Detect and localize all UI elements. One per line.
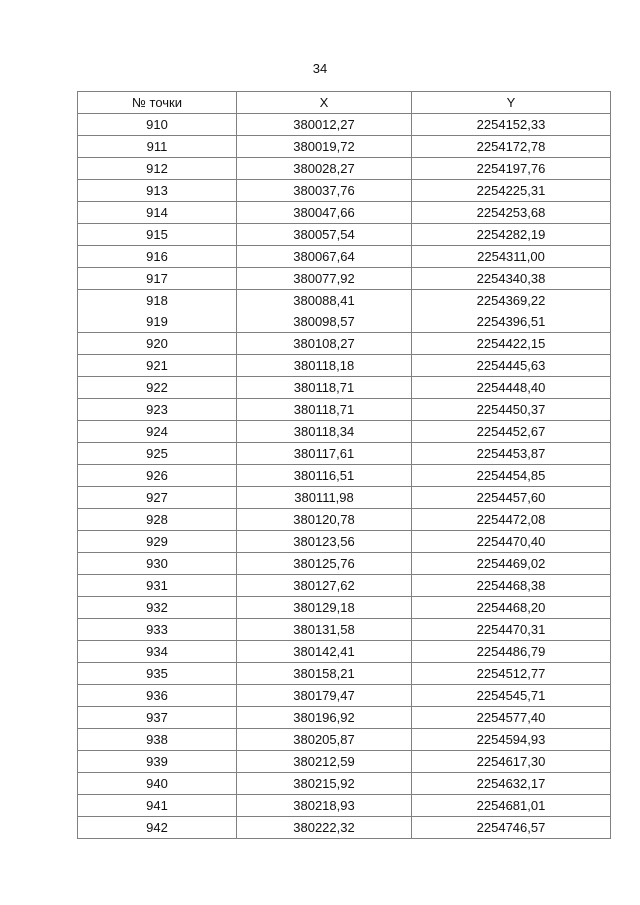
- cell-y: 2254468,20: [412, 597, 611, 619]
- coordinates-table: [77, 91, 611, 839]
- table-row: [78, 729, 611, 751]
- cell-point-number: 914: [78, 202, 237, 224]
- table-row: [78, 531, 611, 553]
- cell-x: 380212,59: [237, 751, 412, 773]
- cell-y: 2254172,78: [412, 136, 611, 158]
- cell-y: 2254577,40: [412, 707, 611, 729]
- cell-point-number: 910: [78, 114, 237, 136]
- table-row: [78, 553, 611, 575]
- table-body: [78, 114, 611, 839]
- cell-y: 2254470,31: [412, 619, 611, 641]
- cell-x: 380118,71: [237, 399, 412, 421]
- cell-x: 380125,76: [237, 553, 412, 575]
- cell-point-number: 929: [78, 531, 237, 553]
- cell-y: 2254282,19: [412, 224, 611, 246]
- cell-y: 2254225,31: [412, 180, 611, 202]
- cell-y: 2254746,57: [412, 817, 611, 839]
- table-row: [78, 641, 611, 663]
- cell-y: 2254617,30: [412, 751, 611, 773]
- cell-y: 2254632,17: [412, 773, 611, 795]
- cell-point-number: 936: [78, 685, 237, 707]
- cell-point-number: 939: [78, 751, 237, 773]
- table-row: [78, 751, 611, 773]
- cell-x: 380077,92: [237, 268, 412, 290]
- cell-y: 2254340,38: [412, 268, 611, 290]
- table-row: [78, 355, 611, 377]
- cell-x: 380218,93: [237, 795, 412, 817]
- table-row: [78, 509, 611, 531]
- cell-x: 380158,21: [237, 663, 412, 685]
- table-row: [78, 268, 611, 290]
- table-row: [78, 377, 611, 399]
- column-header-x: X: [237, 92, 412, 114]
- cell-y: 2254152,33: [412, 114, 611, 136]
- cell-y: 2254445,63: [412, 355, 611, 377]
- cell-point-number: 930: [78, 553, 237, 575]
- cell-point-number: 912: [78, 158, 237, 180]
- cell-y: 2254197,76: [412, 158, 611, 180]
- table-row: [78, 619, 611, 641]
- cell-point-number: 934: [78, 641, 237, 663]
- cell-y: 2254253,68: [412, 202, 611, 224]
- cell-x: 380037,76: [237, 180, 412, 202]
- cell-x: 380028,27: [237, 158, 412, 180]
- cell-x: 380047,66: [237, 202, 412, 224]
- cell-point-number: 941: [78, 795, 237, 817]
- table-row: [78, 333, 611, 355]
- cell-x: 380118,18: [237, 355, 412, 377]
- cell-x: 380067,64: [237, 246, 412, 268]
- cell-point-number: 913: [78, 180, 237, 202]
- cell-point-number: 925: [78, 443, 237, 465]
- cell-y: 2254450,37: [412, 399, 611, 421]
- cell-y: 2254468,38: [412, 575, 611, 597]
- cell-y: 2254594,93: [412, 729, 611, 751]
- page-number: 34: [312, 61, 328, 76]
- cell-x: 380179,47: [237, 685, 412, 707]
- cell-x: 380111,98: [237, 487, 412, 509]
- cell-x: 380118,71: [237, 377, 412, 399]
- cell-x: 380127,62: [237, 575, 412, 597]
- cell-point-number: 932: [78, 597, 237, 619]
- table-row: [78, 773, 611, 795]
- cell-x: 380108,27: [237, 333, 412, 355]
- cell-point-number: 931: [78, 575, 237, 597]
- cell-point-number: 933: [78, 619, 237, 641]
- table-row: [78, 202, 611, 224]
- cell-x: 380131,58: [237, 619, 412, 641]
- cell-y: 2254396,51: [412, 311, 611, 333]
- cell-y: 2254545,71: [412, 685, 611, 707]
- cell-x: 380117,61: [237, 443, 412, 465]
- cell-x: 380196,92: [237, 707, 412, 729]
- cell-y: 2254422,15: [412, 333, 611, 355]
- cell-x: 380057,54: [237, 224, 412, 246]
- table-row: [78, 465, 611, 487]
- cell-point-number: 928: [78, 509, 237, 531]
- cell-y: 2254457,60: [412, 487, 611, 509]
- cell-point-number: 911: [78, 136, 237, 158]
- cell-x: 380222,32: [237, 817, 412, 839]
- cell-y: 2254512,77: [412, 663, 611, 685]
- cell-x: 380215,92: [237, 773, 412, 795]
- cell-x: 380098,57: [237, 311, 412, 333]
- cell-x: 380205,87: [237, 729, 412, 751]
- cell-point-number: 937: [78, 707, 237, 729]
- cell-y: 2254454,85: [412, 465, 611, 487]
- cell-x: 380142,41: [237, 641, 412, 663]
- table-header: [78, 92, 611, 114]
- table-row: [78, 290, 611, 312]
- cell-y: 2254448,40: [412, 377, 611, 399]
- cell-point-number: 935: [78, 663, 237, 685]
- cell-point-number: 940: [78, 773, 237, 795]
- cell-point-number: 916: [78, 246, 237, 268]
- table-row: [78, 224, 611, 246]
- table-row: [78, 158, 611, 180]
- cell-point-number: 917: [78, 268, 237, 290]
- cell-y: 2254452,67: [412, 421, 611, 443]
- cell-point-number: 920: [78, 333, 237, 355]
- cell-point-number: 926: [78, 465, 237, 487]
- cell-point-number: 922: [78, 377, 237, 399]
- cell-x: 380116,51: [237, 465, 412, 487]
- column-header-point-number: № точки: [78, 92, 237, 114]
- table-row: [78, 114, 611, 136]
- table-row: [78, 575, 611, 597]
- table-row: [78, 685, 611, 707]
- cell-x: 380123,56: [237, 531, 412, 553]
- table-row: [78, 817, 611, 839]
- cell-y: 2254453,87: [412, 443, 611, 465]
- cell-x: 380088,41: [237, 290, 412, 312]
- table-row: [78, 663, 611, 685]
- table-row: [78, 311, 611, 333]
- cell-y: 2254486,79: [412, 641, 611, 663]
- cell-x: 380120,78: [237, 509, 412, 531]
- table-row: [78, 399, 611, 421]
- cell-y: 2254681,01: [412, 795, 611, 817]
- table-row: [78, 443, 611, 465]
- cell-point-number: 915: [78, 224, 237, 246]
- cell-point-number: 919: [78, 311, 237, 333]
- table-row: [78, 246, 611, 268]
- cell-x: 380012,27: [237, 114, 412, 136]
- table-row: [78, 597, 611, 619]
- cell-y: 2254369,22: [412, 290, 611, 312]
- cell-x: 380118,34: [237, 421, 412, 443]
- cell-y: 2254472,08: [412, 509, 611, 531]
- table-row: [78, 487, 611, 509]
- cell-point-number: 923: [78, 399, 237, 421]
- cell-x: 380019,72: [237, 136, 412, 158]
- cell-point-number: 938: [78, 729, 237, 751]
- column-header-y: Y: [412, 92, 611, 114]
- cell-y: 2254469,02: [412, 553, 611, 575]
- cell-point-number: 924: [78, 421, 237, 443]
- cell-x: 380129,18: [237, 597, 412, 619]
- table-row: [78, 707, 611, 729]
- cell-point-number: 942: [78, 817, 237, 839]
- table-row: [78, 180, 611, 202]
- cell-point-number: 918: [78, 290, 237, 312]
- table-header-row: [78, 92, 611, 114]
- table-row: [78, 795, 611, 817]
- cell-y: 2254311,00: [412, 246, 611, 268]
- cell-point-number: 921: [78, 355, 237, 377]
- cell-point-number: 927: [78, 487, 237, 509]
- table-row: [78, 421, 611, 443]
- cell-y: 2254470,40: [412, 531, 611, 553]
- table-row: [78, 136, 611, 158]
